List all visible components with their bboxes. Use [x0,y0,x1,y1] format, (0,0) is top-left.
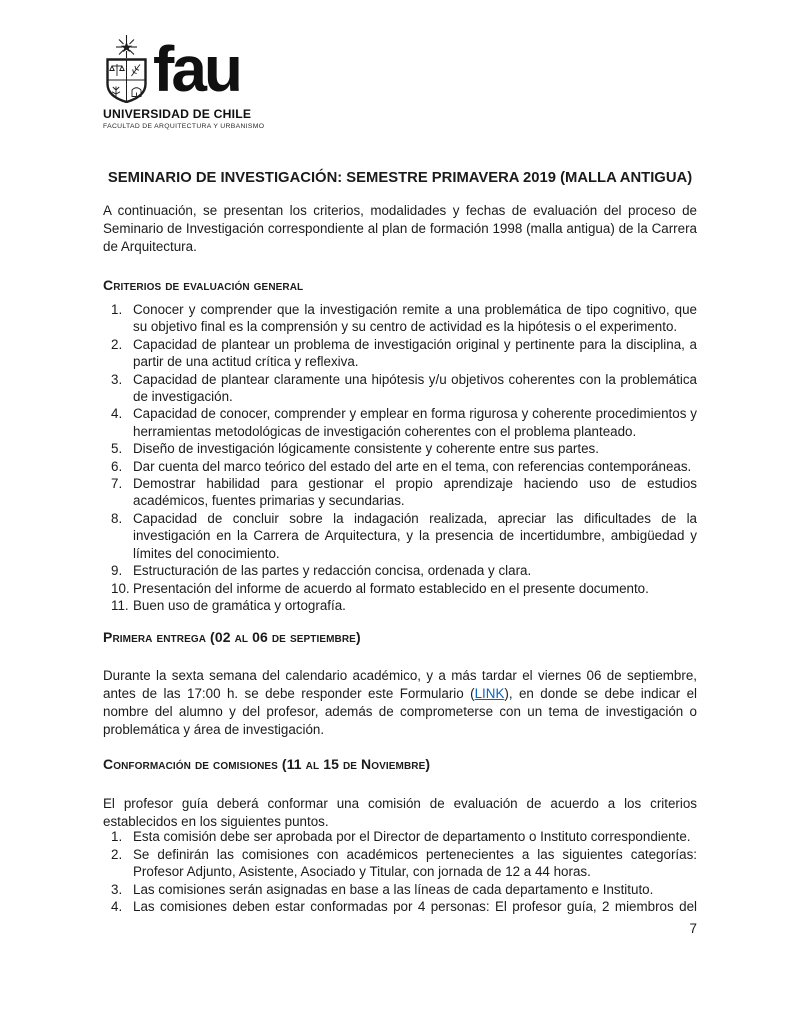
faculty-name: FACULTAD DE ARQUITECTURA Y URBANISMO [103,123,265,130]
university-crest-icon [103,35,150,103]
criteria-item: Capacidad de concluir sobre la indagación realizada, apreciar las dificultades de la investigación en la Carrera de Arquitectura, y la presencia de incertidumbre, ambigüedad y límites del conocimiento. [133,510,697,561]
entrega-text-after-link: ), en donde se debe indicar el nombre del alumno y del profesor, además de comprometerse con un tema de investigación o problemática y área de investigación. [103,686,698,738]
entrega-text-before-link: Durante la sexta semana del calendario académico, y a más tardar el viernes 06 de septiembre, antes de las 17:00 h. se debe responder este Formulario ( [103,668,697,702]
page-number: 7 [689,921,697,936]
criteria-item: Buen uso de gramática y ortografía. [133,597,346,613]
commission-item: Las comisiones serán asignadas en base a las líneas de cada departamento e Instituto. [133,881,654,897]
page-content [103,0,697,915]
criteria-item: Diseño de investigación lógicamente consistente y coherente entre sus partes. [133,441,599,457]
criteria-item: Capacidad de conocer, comprender y emplear en forma rigurosa y coherente procedimientos y herramientas metodológicas de investigación coherentes con el problema planteado. [133,406,697,439]
criteria-item: Demostrar habilidad para gestionar el propio aprendizaje haciendo uso de estudios académicos, fuentes primarias y secundarias. [133,476,697,509]
section-heading-primera-entrega: Primera entrega (02 al 06 de septiembre) [103,629,361,646]
conformacion-paragraph: El profesor guía deberá conformar una comisión de evaluación de acuerdo a los criterios establecidos en los siguientes puntos. [103,796,697,830]
commission-item: Esta comisión debe ser aprobada por el Director de departamento o Instituto correspondiente. [133,829,691,845]
commission-item: Las comisiones deben estar conformadas por 4 personas: El profesor guía, 2 miembros del [133,898,697,914]
intro-paragraph: A continuación, se presentan los criterios, modalidades y fechas de evaluación del proceso de Seminario de Investigación correspondiente al plan de formación 1998 (malla antigua) de la Carrera de Arquitectura. [103,203,697,254]
criteria-item: Dar cuenta del marco teórico del estado del arte en el tema, con referencias contemporáneas. [133,458,692,474]
commission-item: Se definirán las comisiones con académicos pertenecientes a las siguientes categorías: Profesor Adjunto, Asistente, Asociado y Titular, con jornada de 12 a 44 horas. [133,846,697,880]
criteria-item: Capacidad de plantear un problema de investigación original y pertinente para la disciplina, a partir de una actitud crítica y reflexiva. [133,336,697,370]
fau-logo [103,33,265,130]
criteria-item: Capacidad de plantear claramente una hipótesis y/u objetivos coherentes con la problemática de investigación. [133,371,697,405]
criteria-item: Estructuración de las partes y redacción concisa, ordenada y clara. [133,563,532,579]
commissions-list [103,828,697,915]
logo-row [103,35,253,103]
criteria-list [103,301,697,614]
entrega-paragraph [103,667,697,739]
university-name: UNIVERSIDAD DE CHILE [103,107,252,121]
section-heading-criterios: Criterios de evaluación general [103,277,304,293]
fau-wordmark: fau [153,33,240,105]
formulario-link[interactable]: LINK [474,686,505,702]
section-heading-conformacion: Conformación de comisiones (11 al 15 de Noviembre) [103,756,431,773]
document-title: SEMINARIO DE INVESTIGACIÓN: SEMESTRE PRIMAVERA 2019 (MALLA ANTIGUA) [107,170,693,186]
criteria-item: Presentación del informe de acuerdo al formato establecido en el presente documento. [133,580,649,596]
criteria-item: Conocer y comprender que la investigación remite a una problemática de tipo cognitivo, que su objetivo final es la comprensión y su centro de actividad es la hipótesis o el experimento. [133,302,697,335]
